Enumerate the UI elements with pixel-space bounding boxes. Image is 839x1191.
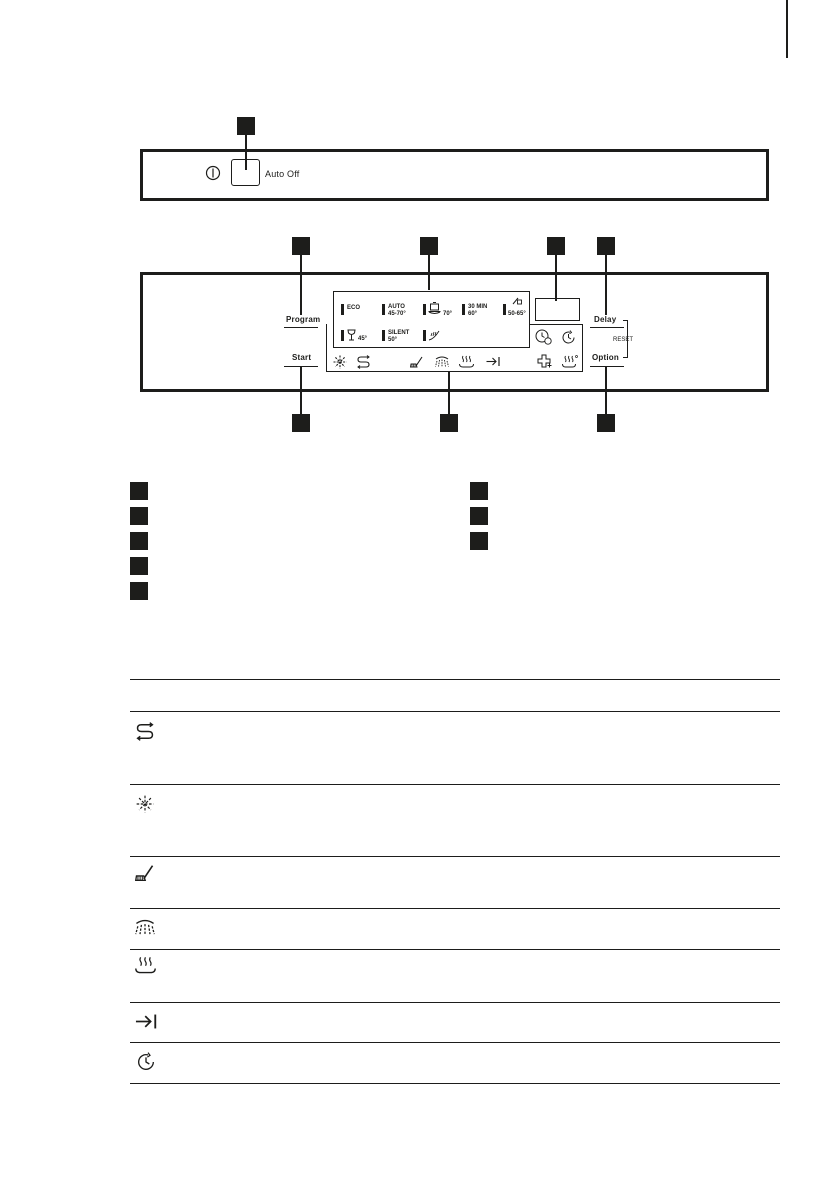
spray-phase-icon [135, 919, 155, 935]
table-row-line [130, 949, 780, 950]
table-row-line [130, 711, 780, 712]
legend-marker [470, 507, 488, 525]
delay-clock-icon [561, 330, 576, 345]
program-tick [382, 330, 385, 341]
program-glass-temp[interactable]: 45° [358, 336, 368, 342]
end-indicator-icon [135, 1013, 157, 1030]
rinse-aid-icon [136, 722, 154, 741]
program-tick [341, 330, 344, 341]
program-silent[interactable]: SILENT [388, 330, 410, 336]
program-auto[interactable]: AUTO [388, 304, 405, 310]
callout-marker-7 [440, 414, 458, 432]
program-eco[interactable]: ECO [347, 305, 361, 311]
legend-marker [130, 557, 148, 575]
program-30min[interactable]: 30 MIN [468, 304, 488, 310]
callout-marker-1 [237, 117, 255, 135]
button-underline [590, 327, 624, 328]
delay-clock-icon [136, 1052, 156, 1072]
callout-marker-4 [547, 237, 565, 255]
extra-hygiene-option-icon [537, 354, 552, 369]
drying-phase-icon [135, 956, 156, 974]
table-header-line [130, 679, 780, 680]
callout-marker-3 [420, 237, 438, 255]
callout-marker-2 [292, 237, 310, 255]
washing-phase-icon [410, 356, 423, 368]
callout-line [300, 367, 302, 415]
program-button[interactable]: Program [286, 315, 321, 324]
table-row-line [130, 908, 780, 909]
program-tick [423, 304, 426, 315]
callout-marker-8 [597, 414, 615, 432]
program-30min-temp: 60° [468, 311, 478, 317]
table-bottom-line [130, 1083, 780, 1084]
pot-icon [428, 302, 441, 316]
legend-marker [470, 532, 488, 550]
callout-marker-5 [597, 237, 615, 255]
program-tick [503, 304, 506, 315]
reset-bracket [623, 320, 628, 321]
program-tick [382, 304, 385, 315]
table-row-line [130, 856, 780, 857]
callout-marker-6 [292, 414, 310, 432]
on-off-button[interactable] [231, 159, 260, 186]
legend-marker [130, 532, 148, 550]
washing-phase-icon [135, 864, 154, 882]
callout-line [448, 372, 450, 415]
page-edge-line [786, 0, 788, 58]
reset-label: RESET [613, 337, 634, 343]
button-underline [284, 327, 318, 328]
spray-phase-icon [435, 356, 449, 367]
program-intensive-temp[interactable]: 70° [443, 311, 453, 317]
program-tick [423, 330, 426, 341]
legend-marker [130, 507, 148, 525]
glass-icon [347, 329, 356, 341]
salt-indicator-icon [333, 355, 347, 369]
option-button[interactable]: Option [592, 353, 619, 362]
rinse-aid-icon [357, 355, 370, 369]
table-row-line [130, 1002, 780, 1003]
program-silent-temp: 50° [388, 337, 398, 343]
program-auto-temp: 45-70° [388, 311, 406, 317]
program-tick [462, 304, 465, 315]
button-underline [590, 366, 624, 367]
salt-indicator-icon [136, 795, 154, 813]
delay-button[interactable]: Delay [594, 315, 617, 324]
prewash-icon [428, 330, 440, 341]
display-divider [530, 324, 583, 325]
program-hygiene-temp[interactable]: 50-65° [508, 311, 526, 317]
start-button[interactable]: Start [292, 353, 312, 362]
program-tick [341, 304, 344, 315]
legend-marker [470, 482, 488, 500]
table-row-line [130, 1042, 780, 1043]
legend-marker [130, 482, 148, 500]
reset-bracket [623, 357, 628, 358]
end-indicator-icon [486, 356, 500, 367]
legend-marker [130, 582, 148, 600]
time-display [535, 298, 580, 321]
table-row-line [130, 784, 780, 785]
callout-line [605, 367, 607, 415]
drying-phase-icon [459, 355, 474, 368]
power-icon [205, 165, 221, 181]
hygiene-icon [512, 297, 522, 305]
auto-off-label: Auto Off [265, 169, 300, 179]
extra-dry-option-icon [562, 355, 578, 368]
timesaver-option-icon [535, 329, 552, 345]
